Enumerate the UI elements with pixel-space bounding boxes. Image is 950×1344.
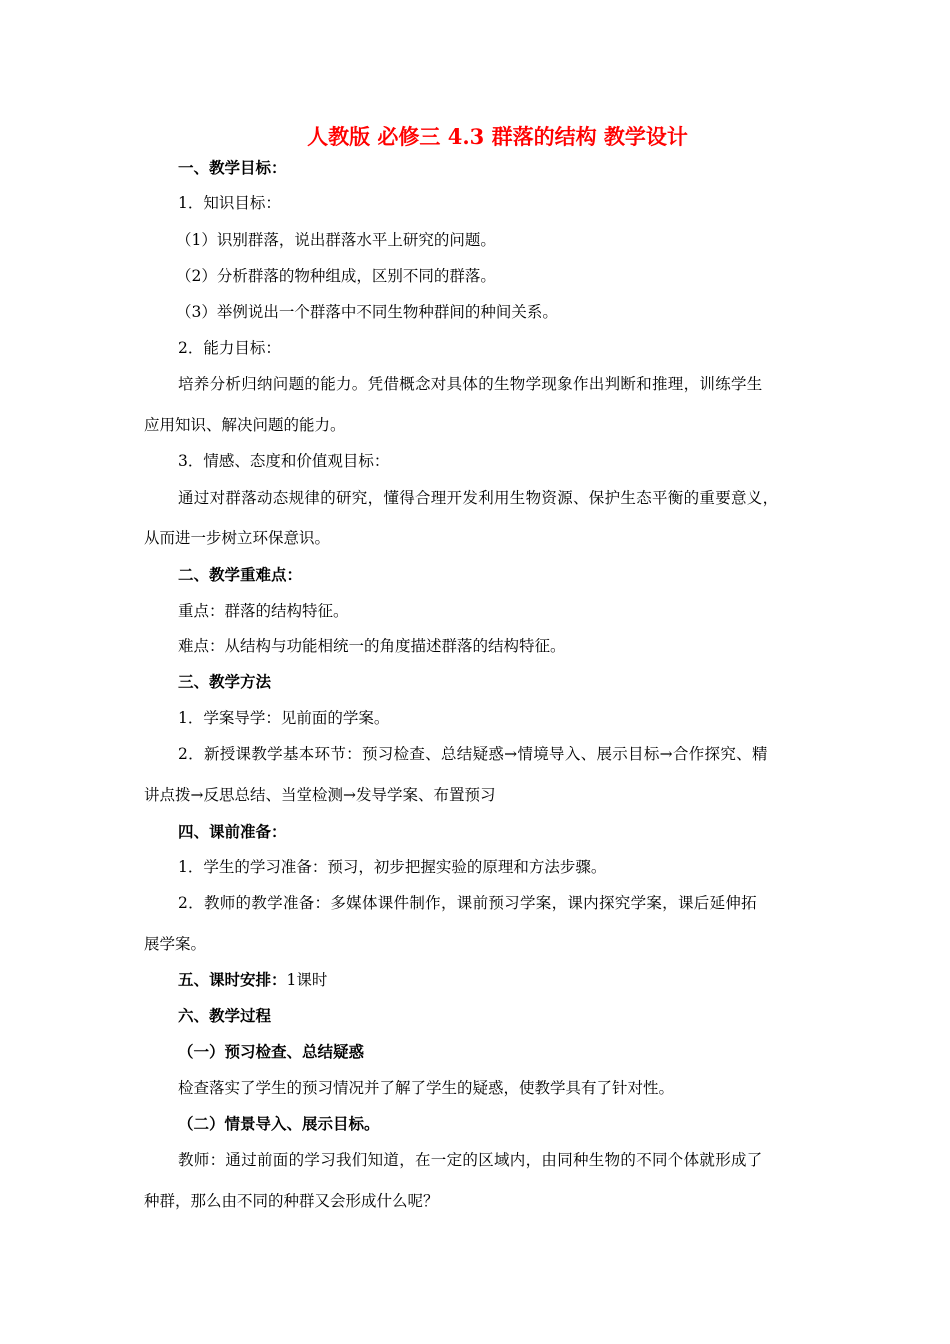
process-step-1-heading: （一）预习检查、总结疑惑	[178, 1042, 365, 1061]
emotion-paragraph-line-2: 从而进一步树立环保意识。	[144, 529, 331, 547]
section-heading-key-points: 二、教学重难点：	[178, 565, 303, 584]
schedule-value: 1课时	[286, 971, 328, 989]
knowledge-item-1: （1）识别群落，说出群落水平上研究的问题。	[176, 231, 496, 249]
preparation-student: 1．学生的学习准备：预习，初步把握实验的原理和方法步骤。	[178, 858, 607, 876]
subheading-emotion: 3．情感、态度和价值观目标：	[178, 452, 390, 470]
method-item-1: 1．学案导学：见前面的学案。	[178, 709, 390, 727]
section-heading-schedule: 五、课时安排：	[178, 970, 287, 989]
knowledge-item-2: （2）分析群落的物种组成，区别不同的群落。	[176, 267, 496, 285]
process-step-2-line-2: 种群，那么由不同的种群又会形成什么呢？	[144, 1192, 439, 1210]
subheading-knowledge: 1．知识目标：	[178, 194, 281, 212]
section-heading-methods: 三、教学方法	[178, 672, 272, 691]
ability-paragraph-line-2: 应用知识、解决问题的能力。	[144, 416, 346, 434]
process-step-1-text: 检查落实了学生的预习情况并了解了学生的疑惑，使教学具有了针对性。	[178, 1079, 675, 1097]
document-title: 人教版 必修三 4.3 群落的结构 教学设计	[307, 124, 688, 149]
preparation-teacher-line-2: 展学案。	[144, 935, 207, 953]
difficult-point: 难点：从结构与功能相统一的角度描述群落的结构特征。	[178, 637, 566, 655]
section-heading-preparation: 四、课前准备：	[178, 822, 287, 841]
section-heading-process: 六、教学过程	[178, 1006, 272, 1025]
key-point: 重点：群落的结构特征。	[178, 602, 349, 620]
emotion-paragraph-line-1: 通过对群落动态规律的研究，懂得合理开发利用生物资源、保护生态平衡的重要意义，	[178, 489, 779, 507]
method-item-2-line-1: 2．新授课教学基本环节：预习检查、总结疑惑→情境导入、展示目标→合作探究、精	[178, 745, 768, 763]
process-step-2-heading: （二）情景导入、展示目标。	[178, 1114, 380, 1133]
subheading-ability: 2．能力目标：	[178, 339, 281, 357]
section-schedule	[178, 968, 327, 992]
method-item-2-line-2: 讲点拨→反思总结、当堂检测→发导学案、布置预习	[144, 786, 496, 804]
knowledge-item-3: （3）举例说出一个群落中不同生物种群间的种间关系。	[176, 303, 558, 321]
preparation-teacher-line-1: 2．教师的教学准备：多媒体课件制作，课前预习学案，课内探究学案，课后延伸拓	[178, 894, 757, 912]
process-step-2-line-1: 教师：通过前面的学习我们知道，在一定的区域内，由同种生物的不同个体就形成了	[178, 1151, 763, 1169]
ability-paragraph-line-1: 培养分析归纳问题的能力。凭借概念对具体的生物学现象作出判断和推理，训练学生	[178, 375, 763, 393]
section-heading-objectives: 一、教学目标：	[178, 158, 287, 177]
